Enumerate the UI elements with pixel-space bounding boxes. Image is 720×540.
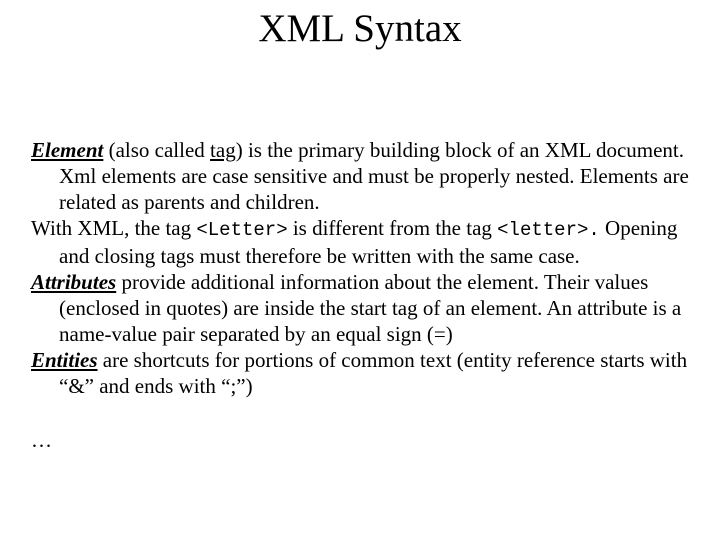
- code-letter-lower: <letter>.: [497, 219, 600, 241]
- slide-title: XML Syntax: [258, 7, 462, 50]
- attributes-text: provide additional information about the element. Their values (enclosed in quotes) are inside the start tag of an element. An attribute is a name-value pair separated by an equal sign (=): [59, 270, 682, 346]
- case-text-1: With XML, the tag: [31, 216, 197, 240]
- element-text-2: ) is the primary building block of an XML document. Xml elements are case sensitive and must be properly nested. Elements are related as parents and children.: [59, 138, 689, 214]
- case-text-3: Opening and closing tags must therefore be written with the same case.: [59, 216, 678, 268]
- element-paragraph: [31, 137, 703, 215]
- entities-text: are shortcuts for portions of common text (entity reference starts with “&” and ends with “;”): [59, 348, 688, 398]
- case-text-2: is different from the tag: [287, 216, 498, 240]
- ellipsis: …: [31, 428, 52, 452]
- attributes-term: Attributes: [31, 270, 117, 294]
- entities-term: Entities: [31, 348, 98, 372]
- tag-word: tag: [210, 138, 236, 162]
- slide-body: [31, 137, 703, 453]
- element-text-1: (also called: [103, 138, 211, 162]
- element-term: Element: [31, 138, 104, 162]
- attributes-paragraph: [31, 269, 703, 347]
- case-paragraph: [31, 215, 703, 269]
- entities-paragraph: [31, 347, 703, 399]
- code-letter-upper: <Letter>: [196, 219, 288, 241]
